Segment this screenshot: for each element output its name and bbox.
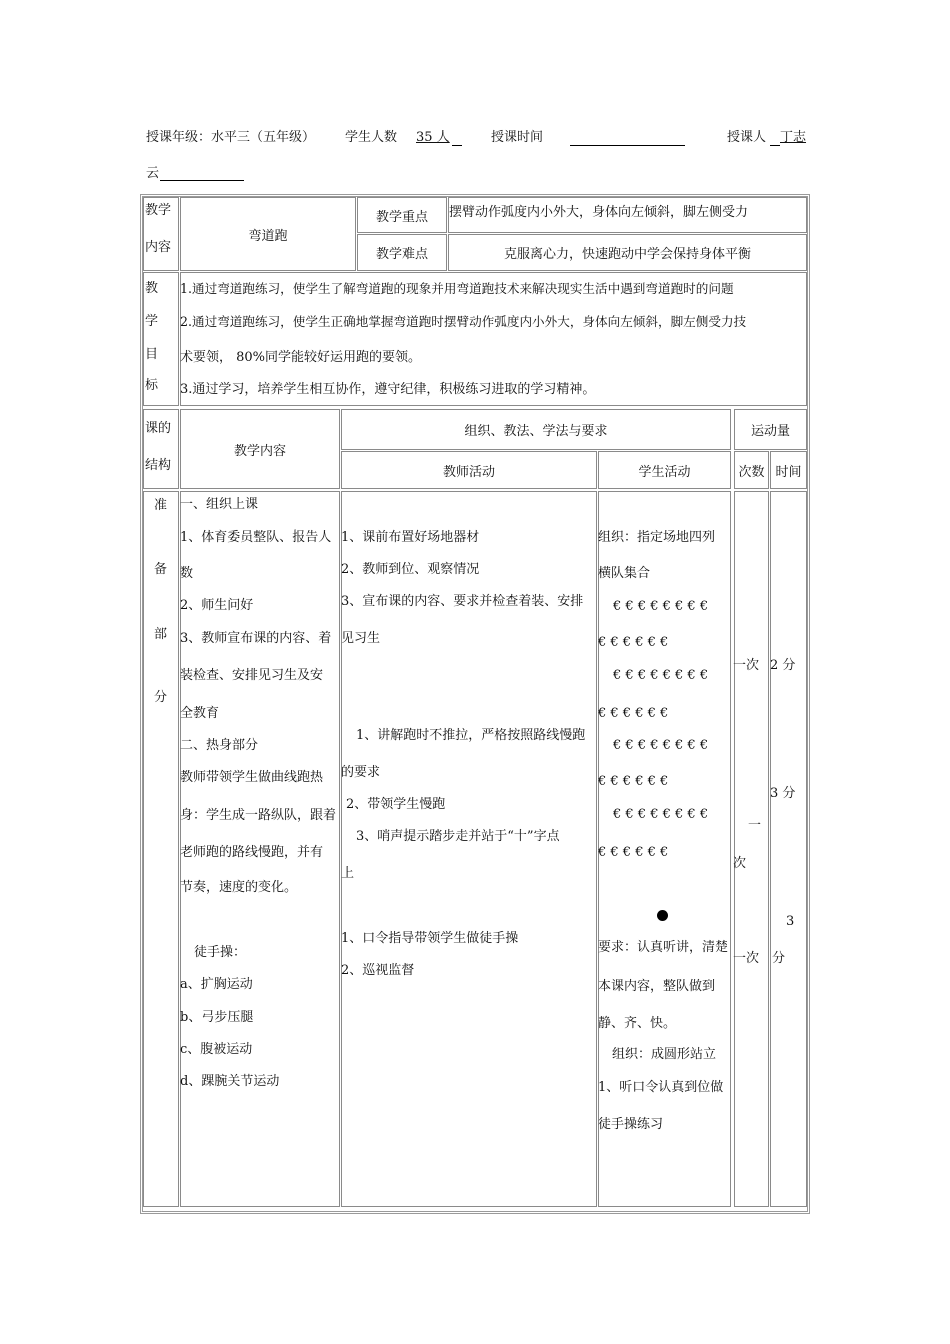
time-1: 2 分: [770, 658, 796, 673]
objective-2b: 术要领， 80%同学能较好运用跑的要领。: [180, 350, 422, 365]
count-header: 次数: [738, 464, 765, 480]
formation-row-3a: € € € € € € € €: [613, 738, 709, 753]
structure-header-line2: 结构: [145, 458, 172, 473]
teacher-line-5: 1、讲解跑时不推拉，严格按照路线慢跑: [356, 728, 586, 743]
prep-stage-char2: 备: [154, 562, 168, 577]
content-line-7: 全教育: [180, 706, 220, 721]
content-line-12: 节奏，速度的变化。: [180, 880, 298, 895]
formation-row-1a: € € € € € € € €: [613, 599, 709, 614]
content-line-9: 教师带领学生做曲线跑热: [180, 770, 324, 785]
teacher-line-3: 3、宣布课的内容、要求并检查着装、安排: [341, 594, 584, 609]
objective-3: 3.通过学习，培养学生相互协作，遵守纪律，积极练习进取的学习精神。: [180, 382, 596, 397]
student-org2-line-2: 1、听口令认真到位做: [598, 1080, 724, 1095]
exercise-item-c: c、腹被运动: [180, 1042, 253, 1057]
difficulty-label-cell: [357, 234, 447, 271]
count-3: 一次: [733, 951, 760, 966]
student-org2-line-1: 组织：成圆形站立: [612, 1047, 717, 1062]
content-line-1: 一、组织上课: [180, 497, 259, 512]
student-header: 学生活动: [638, 464, 691, 480]
difficulty-text-cell: [448, 234, 807, 271]
count-header-cell: [734, 451, 769, 489]
teacher-name-part2: 云: [146, 166, 160, 181]
count-1: 一次: [733, 658, 760, 673]
teacher-line-10: 1、口令指导带领学生做徒手操: [341, 931, 519, 946]
student-org-line-1: 组织：指定场地四列: [598, 530, 716, 545]
content-header: 教学内容: [233, 443, 286, 459]
content-line-10: 身：学生成一路纵队，跟着: [180, 808, 337, 823]
teacher-position-dot-icon: [657, 910, 668, 921]
time-3b: 分: [772, 951, 786, 966]
teacher-name-underline: [160, 180, 244, 181]
time-header-cell: [770, 451, 807, 489]
objective-2a: 2.通过弯道跑练习，使学生正确地掌握弯道跑时摆臂动作弧度内小外大，身体向左倾斜，脚左侧受力技: [180, 314, 747, 329]
teacher-line-4: 见习生: [341, 631, 381, 646]
teacher-line-8: 3、哨声提示踏步走并站于“十”字点: [356, 829, 560, 844]
teacher-line-2: 2、教师到位、观察情况: [341, 562, 480, 577]
time-blank-underline: [570, 145, 685, 146]
formation-row-1b: € € € € € €: [598, 635, 669, 650]
student-org-line-2: 横队集合: [598, 566, 651, 581]
content-label-line2: 内容: [145, 240, 172, 255]
content-line-5: 3、教师宣布课的内容、着: [180, 631, 332, 646]
key-label-cell: [357, 197, 447, 233]
content-line-4: 2、师生问好: [180, 598, 254, 613]
students-label: 学生人数: [345, 130, 398, 145]
prep-time-cell: [770, 491, 807, 1207]
content-line-6: 装检查、安排见习生及安: [180, 668, 324, 683]
structure-header-line1: 课的: [145, 421, 172, 436]
teacher-label: 授课人: [727, 130, 767, 145]
objectives-label-char4: 标: [145, 378, 159, 393]
exercise-title: 徒手操：: [194, 945, 247, 960]
student-header-cell: [598, 451, 731, 489]
methods-header-cell: [341, 409, 731, 450]
teacher-line-6: 的要求: [341, 765, 381, 780]
formation-row-2b: € € € € € €: [598, 706, 669, 721]
difficulty-text: 克服离心力，快速跑动中学会保持身体平衡: [503, 247, 751, 262]
difficulty-label: 教学难点: [375, 247, 428, 262]
prep-stage-char4: 分: [154, 690, 168, 705]
count-2b: 次: [733, 856, 747, 871]
teacher-line-1: 1、课前布置好场地器材: [341, 530, 480, 545]
teacher-line-11: 2、巡视监督: [341, 963, 415, 978]
key-label: 教学重点: [375, 209, 428, 225]
objectives-label-char3: 目: [145, 347, 159, 362]
teacher-line-7: 2、带领学生慢跑: [346, 797, 446, 812]
students-value: 35 人: [416, 130, 450, 145]
objectives-label-char1: 教: [145, 281, 159, 296]
formation-row-4a: € € € € € € € €: [613, 807, 709, 822]
count-2a: 一: [748, 818, 762, 833]
teacher-line-9: 上: [341, 866, 355, 881]
objectives-label-char2: 学: [145, 314, 159, 329]
student-req-line-2: 本课内容，整队做到: [598, 979, 716, 994]
prep-count-cell: [734, 491, 769, 1207]
student-req-line-1: 要求：认真听讲，清楚: [598, 940, 729, 955]
teacher-name-part1: 丁志: [780, 130, 807, 145]
content-header-cell: [180, 409, 340, 489]
exercise-item-b: b、弓步压腿: [180, 1010, 254, 1025]
teacher-header: 教师活动: [442, 464, 495, 480]
student-org2-line-3: 徒手操练习: [598, 1117, 664, 1132]
load-header: 运动量: [750, 424, 790, 439]
content-line-8: 二、热身部分: [180, 738, 259, 753]
topic-cell: [180, 197, 356, 271]
prep-stage-char3: 部: [154, 627, 168, 642]
load-header-cell: [734, 409, 807, 450]
grade-label: 授课年级：水平三（五年级）: [146, 130, 316, 145]
formation-row-3b: € € € € € €: [598, 774, 669, 789]
formation-row-4b: € € € € € €: [598, 845, 669, 860]
key-text-cell: [448, 197, 807, 233]
methods-header: 组织、教法、学法与要求: [464, 424, 608, 439]
students-underline: [452, 145, 462, 146]
formation-row-2a: € € € € € € € €: [613, 668, 709, 683]
objective-1: 1.通过弯道跑练习，使学生了解弯道跑的现象并用弯道跑技术来解决现实生活中遇到弯道跑时的问题: [180, 281, 734, 296]
topic-text: 弯道跑: [248, 228, 288, 244]
time-3a: 3: [786, 914, 795, 929]
key-text: 摆臂动作弧度内小外大，身体向左倾斜，脚左侧受力: [449, 205, 749, 220]
content-label-line1: 教学: [145, 203, 172, 218]
time-2: 3 分: [770, 786, 796, 801]
teacher-underline-gap: [770, 145, 780, 146]
teacher-header-cell: [341, 451, 597, 489]
time-header: 时间: [775, 464, 802, 480]
prep-stage-cell: [143, 491, 179, 1207]
student-req-line-3: 静、齐、快。: [598, 1016, 677, 1031]
exercise-item-a: a、扩胸运动: [180, 977, 253, 992]
exercise-item-d: d、踝腕关节运动: [180, 1074, 280, 1089]
time-label: 授课时间: [491, 130, 544, 145]
prep-stage-char1: 准: [154, 498, 168, 513]
content-line-11: 老师跑的路线慢跑，并有: [180, 845, 324, 860]
content-line-2: 1、体育委员整队、报告人: [180, 530, 332, 545]
content-line-3: 数: [180, 566, 194, 581]
